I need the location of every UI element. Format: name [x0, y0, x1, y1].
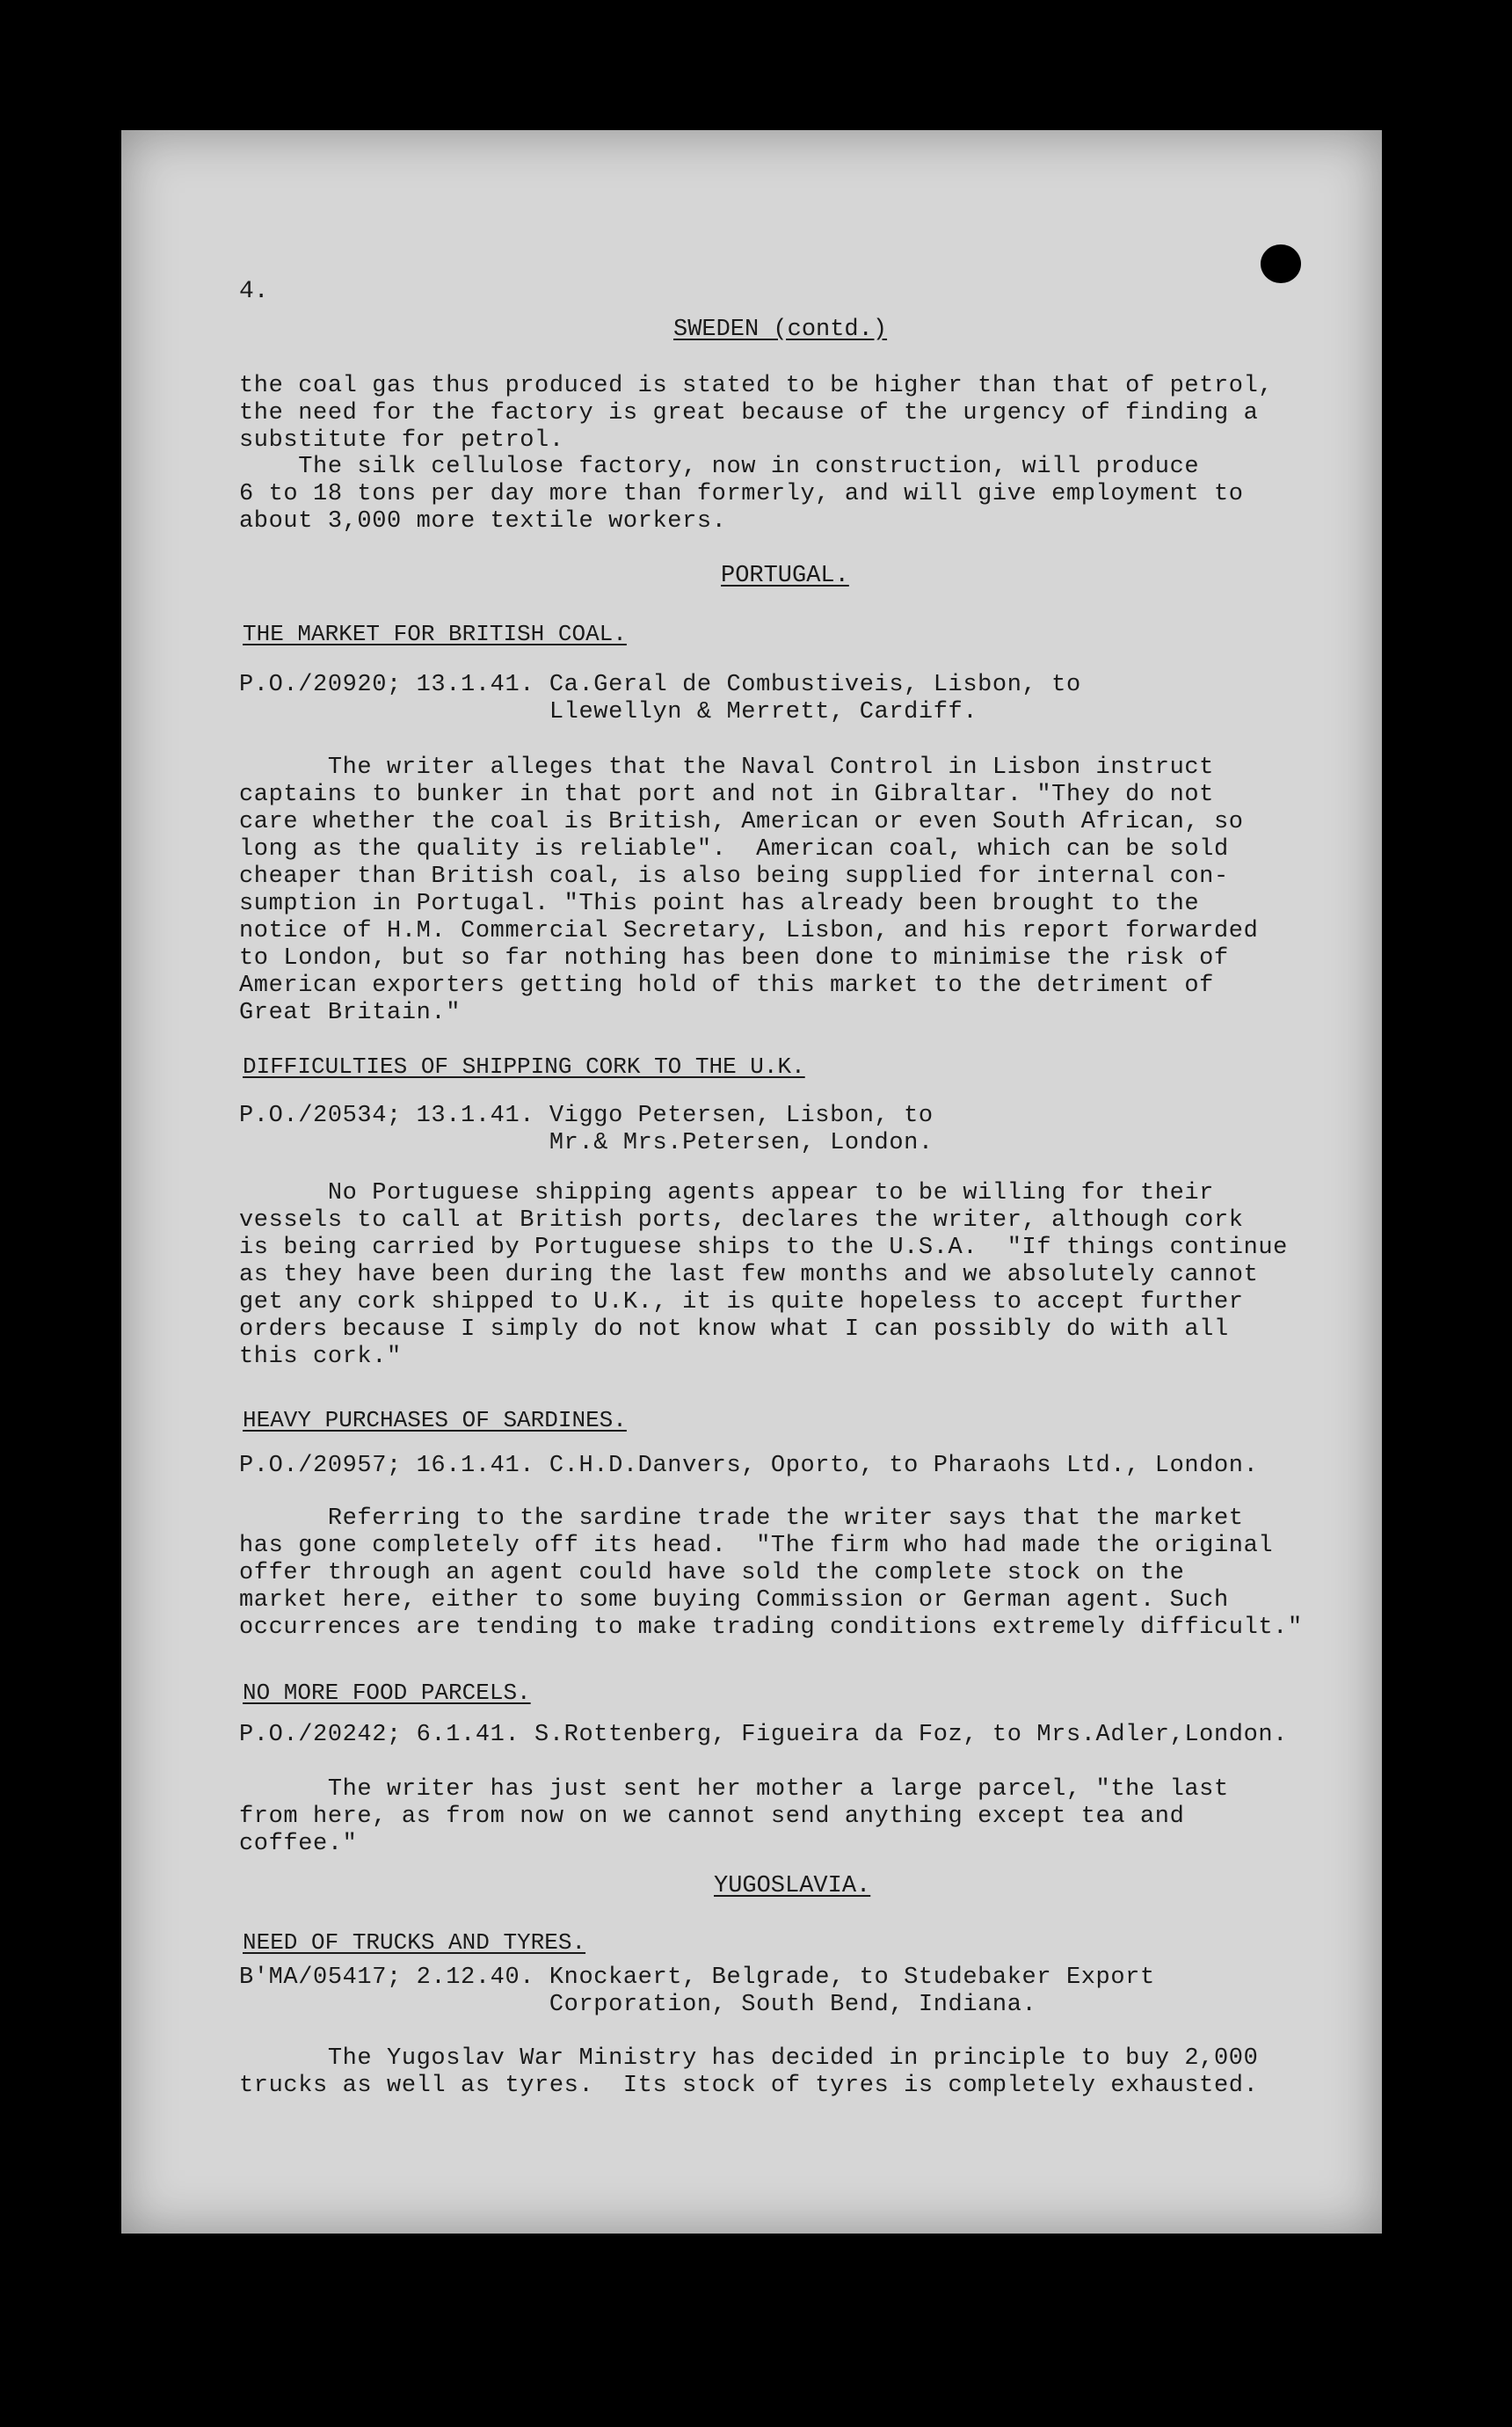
sweden-paragraph-2: The silk cellulose factory, now in construction, will produce 6 to 18 tons per day more than formerly, and will give employment to about 3,000 more textile workers. [239, 454, 1244, 535]
reference-sardines: P.O./20957; 16.1.41. C.H.D.Danvers, Oporto, to Pharaohs Ltd., London. [239, 1453, 1259, 1479]
body-sardines: Referring to the sardine trade the writer says that the market has gone completely off its head. "The firm who had made the original offer through an agent could have sold the complete stock on the market here, either to some buying Commission or German agent. Such occurrences are tending to make trading conditions extremely difficult." [239, 1505, 1303, 1641]
yugoslavia-heading: YUGOSLAVIA. [714, 1873, 871, 1899]
portugal-heading: PORTUGAL. [721, 563, 849, 589]
section-heading-sardines: HEAVY PURCHASES OF SARDINES. [243, 1407, 627, 1433]
reference-shipping-cork: P.O./20534; 13.1.41. Viggo Petersen, Lisbon, to Mr.& Mrs.Petersen, London. [239, 1103, 934, 1156]
reference-trucks-tyres: B'MA/05417; 2.12.40. Knockaert, Belgrade, to Studebaker Export Corporation, South Bend, Indiana. [239, 1964, 1155, 2018]
body-shipping-cork: No Portuguese shipping agents appear to be willing for their vessels to call at British ports, declares the writer, although cork is being carried by Portuguese ships to the U.S.A. "If things continue as they have been during the last few months and we absolutely cannot get any cork shipped to U.K., it is quite hopeless to accept further orders because I simply do not know what I can possibly do with all this cork." [239, 1180, 1288, 1370]
section-heading-food-parcels: NO MORE FOOD PARCELS. [243, 1680, 531, 1706]
body-food-parcels: The writer has just sent her mother a large parcel, "the last from here, as from now on we cannot send anything except tea and coffee." [239, 1776, 1229, 1857]
ink-stain [1261, 244, 1301, 283]
section-heading-british-coal: THE MARKET FOR BRITISH COAL. [243, 621, 627, 647]
section-heading-trucks-tyres: NEED OF TRUCKS AND TYRES. [243, 1929, 586, 1956]
sweden-continued-heading: SWEDEN (contd.) [673, 317, 888, 343]
body-british-coal: The writer alleges that the Naval Control in Lisbon instruct captains to bunker in that port and not in Gibraltar. "They do not care whether the coal is British, American or even South African, so long as the quality is reliable". American coal, which can be sold cheaper than British coal, is also being supplied for internal con- sumption in Portugal. "This point has already been brought to the notice of H.M. Commercial Secretary, Lisbon, and his report forwarded to London, but so far nothing has been done to minimise the risk of American exporters getting hold of this market to the detriment of Great Britain." [239, 754, 1259, 1026]
sweden-paragraph-1: the coal gas thus produced is stated to be higher than that of petrol, the need for the factory is great because of the urgency of finding a substitute for petrol. [239, 373, 1274, 454]
page-number: 4. [239, 278, 269, 305]
reference-british-coal: P.O./20920; 13.1.41. Ca.Geral de Combustiveis, Lisbon, to Llewellyn & Merrett, Cardiff. [239, 672, 1081, 725]
body-trucks-tyres: The Yugoslav War Ministry has decided in principle to buy 2,000 trucks as well as tyres. Its stock of tyres is completely exhausted. [239, 2045, 1259, 2099]
section-heading-shipping-cork: DIFFICULTIES OF SHIPPING CORK TO THE U.K. [243, 1053, 805, 1080]
reference-food-parcels: P.O./20242; 6.1.41. S.Rottenberg, Figueira da Foz, to Mrs.Adler,London. [239, 1722, 1288, 1748]
